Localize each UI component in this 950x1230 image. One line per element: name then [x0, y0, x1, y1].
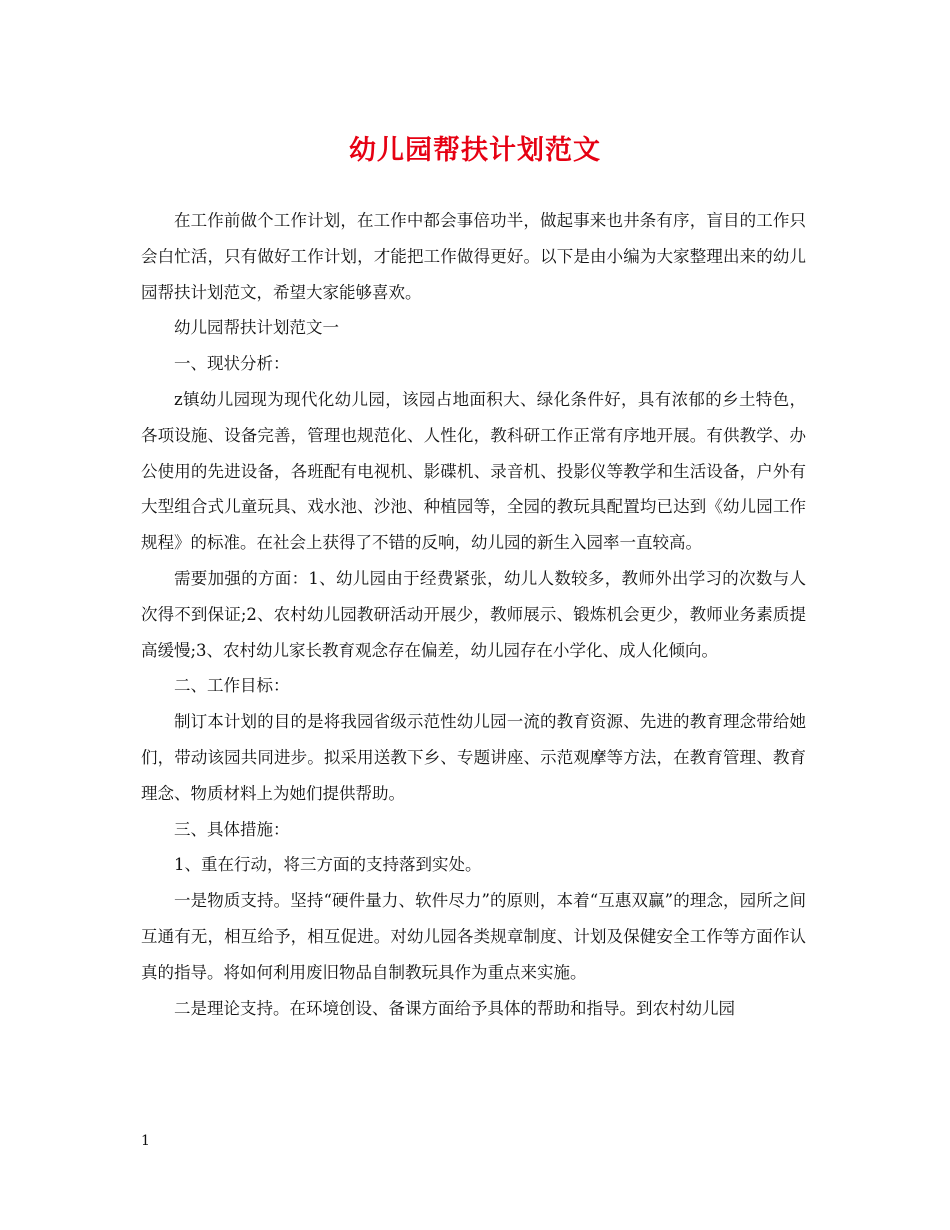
page-number: 1 — [141, 1133, 150, 1149]
paragraph-measure-1: 1、重在行动，将三方面的支持落到实处。 — [174, 855, 482, 875]
section-heading-2: 二、工作目标： — [174, 676, 290, 696]
paragraph-status: z镇幼儿园现为现代化幼儿园，该园占地面积大、绿化条件好，具有浓郁的乡土特色，各项设施、设备完善，管理也规范化、人性化，教科研工作正常有序地开展。有供教学、办公使用的先进设备，各班配有电视机、影碟机、录音机、投影仪等教学和生活设备，户外有大型组合式儿童玩具、戏水池、沙池、种植园等，全园的教玩具配置均已达到《幼儿园工作规程》的标准。在社会上获得了不错的反响，幼儿园的新生入园率一直较高。 — [141, 389, 806, 553]
document-title: 幼儿园帮扶计划范文 — [349, 135, 601, 166]
paragraph-needs: 需要加强的方面：1、幼儿园由于经费紧张，幼儿人数较多，教师外出学习的次数与人次得不到保证;2、农村幼儿园教研活动开展少，教师展示、锻炼机会更少，教师业务素质提高缓慢;3、农村幼儿家长教育观念存在偏差，幼儿园存在小学化、成人化倾向。 — [141, 568, 806, 660]
paragraph-theory-support: 二是理论支持。在环境创设、备课方面给予具体的帮助和指导。到农村幼儿园 — [174, 998, 735, 1018]
paragraph-subtitle: 幼儿园帮扶计划范文一 — [174, 318, 339, 338]
paragraph-material-support: 一是物质支持。坚持“硬件量力、软件尽力”的原则，本着“互惠双赢”的理念，园所之间互通有无，相互给予，相互促进。对幼儿园各类规章制度、计划及保健安全工作等方面作认真的指导。将如何利用废旧物品自制教玩具作为重点来实施。 — [141, 891, 806, 982]
paragraph-intro: 在工作前做个工作计划，在工作中都会事倍功半，做起事来也井条有序，盲目的工作只会白忙活，只有做好工作计划，才能把工作做得更好。以下是由小编为大家整理出来的幼儿园帮扶计划范文，希望大家能够喜欢。 — [141, 211, 806, 302]
paragraph-goals: 制订本计划的目的是将我园省级示范性幼儿园一流的教育资源、先进的教育理念带给她们，带动该园共同进步。拟采用送教下乡、专题讲座、示范观摩等方法，在教育管理、教育理念、物质材料上为她们提供帮助。 — [141, 712, 806, 803]
section-heading-3: 三、具体措施： — [174, 819, 290, 839]
section-heading-1: 一、现状分析： — [174, 354, 290, 374]
document-body — [141, 203, 806, 1026]
